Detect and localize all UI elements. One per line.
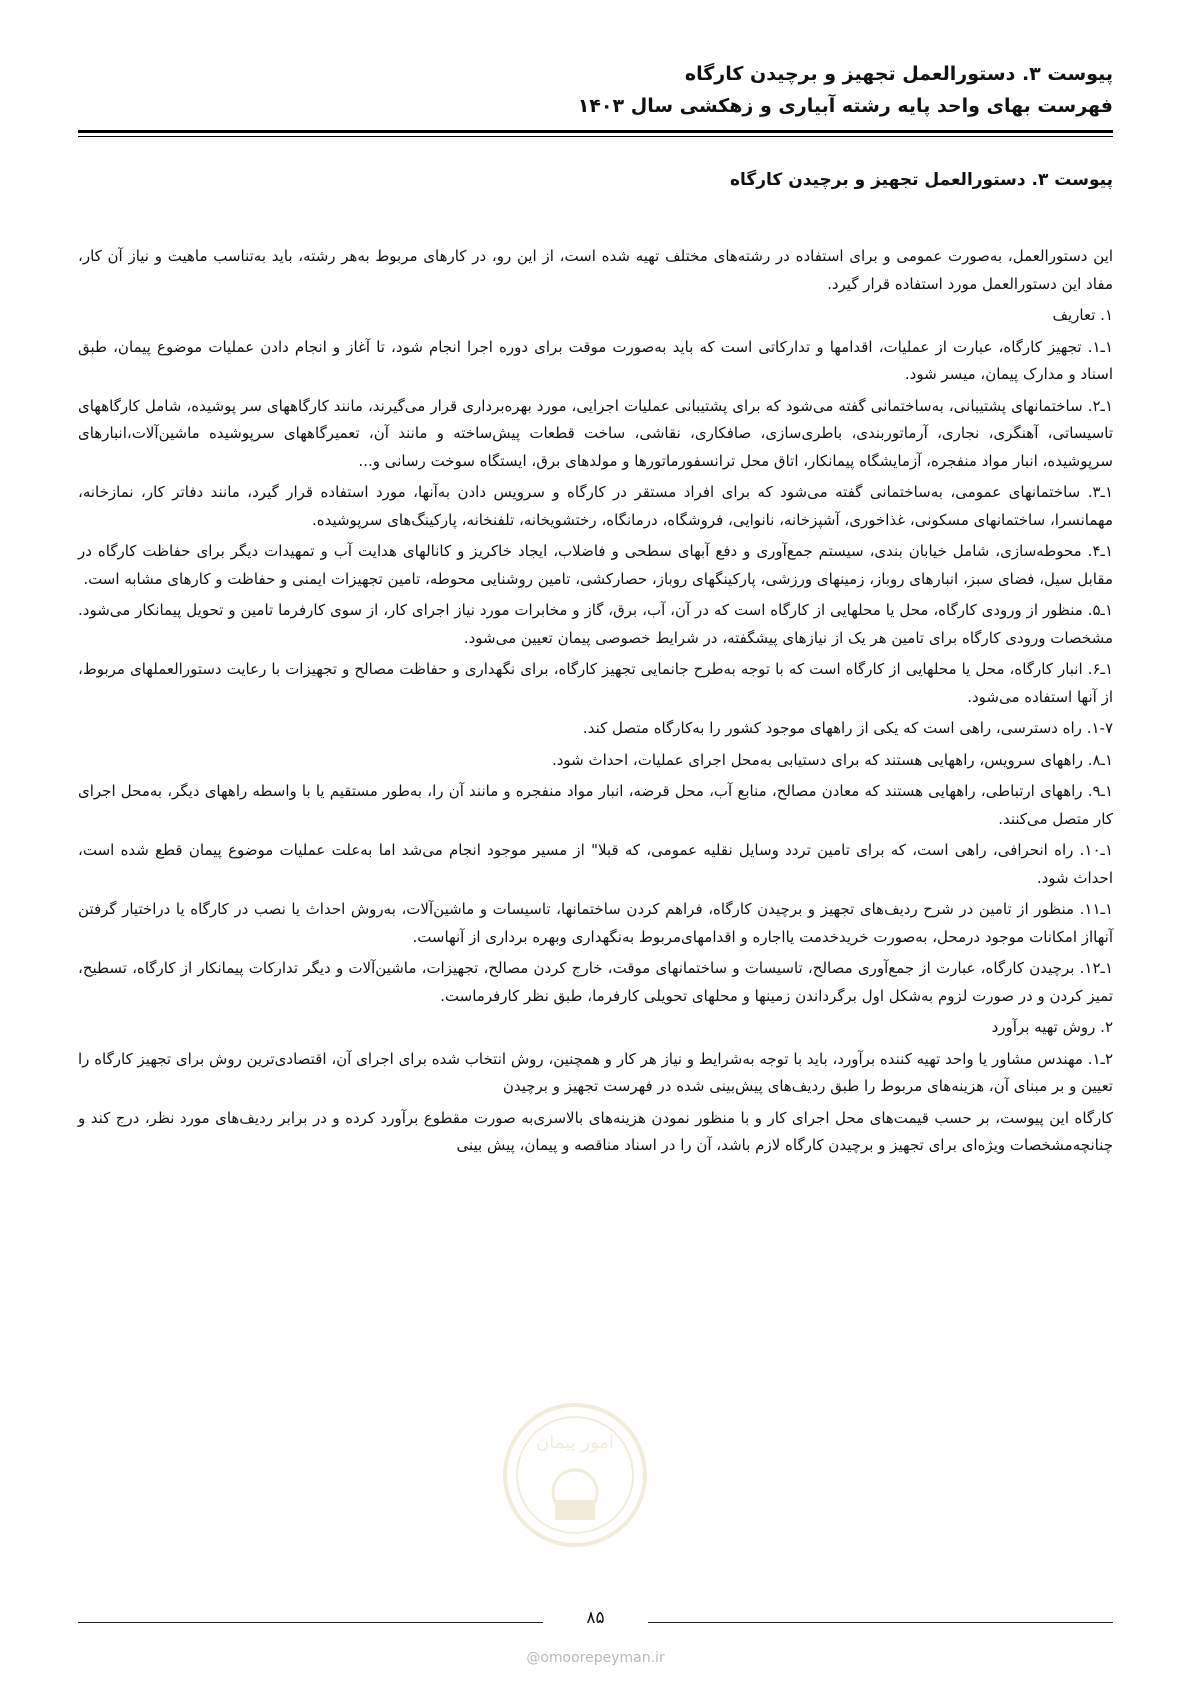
footer-watermark: @omoorepeyman.ir (526, 1650, 665, 1666)
paragraph-2-1: ۲ـ۱. مهندس مشاور یا واحد تهیه کننده برآورد، باید با توجه به‌شرایط و نیاز هر کار و همچنین، روش انتخاب شده برای اجرای آن، اقتصادی‌ترین روش برای تجهیز کارگاه را تعیین و بر مبنای آن، هزینه‌های مربوط را طبق ردیف‌های پیش‌بینی شده در فهرست تجهیز و برچیدن (78, 1049, 1113, 1095)
watermark-logo-text: امور پیمان (536, 1432, 614, 1453)
footer-rule-left (78, 1622, 543, 1623)
watermark-logo (500, 1400, 650, 1550)
paragraph-1-1: ۱ـ۱. تجهیز کارگاه، عبارت از عملیات، اقدامها و تدارکاتی است که باید به‌صورت موقت برای دوره اجرا انجام شود، تا آغاز و انجام دادن عملیات موضوع پیمان، طبق اسناد و مدارک پیمان، میسر شود. (78, 337, 1113, 383)
running-header (78, 58, 1113, 122)
paragraph-1-2: ۱ـ۲. ساختمانهای پشتیبانی، به‌ساختمانی گفته می‌شود که برای پشتیبانی عملیات اجرایی، مورد بهره‌برداری قرار می‌گیرند، مانند کارگاههای سر پوشیده، شامل کارگاههای تاسیساتی، آهنگری، نجاری، آرماتوربندی، باطری‌سازی، صافکاری، نقاشی، ساخت قطعات پیش‌ساخته و مانند آن، تعمیرگاههای سرپوشیده ماشین‌آلات،انبارهای سرپوشیده، انبار مواد منفجره، آزمایشگاه پیمانکار، اتاق محل ترانسفورماتورها و مولدهای برق، ایستگاه سوخت رسانی و... (78, 396, 1113, 470)
header-rule-thin (78, 136, 1113, 137)
section-title: پیوست ۳. دستورالعمل تجهیز و برچیدن کارگاه (729, 170, 1113, 190)
heading-estimation-method: ۲. روش تهیه برآورد (991, 1018, 1113, 1036)
header-subtitle: فهرست بهای واحد پایه رشته آبیاری و زهکشی سال ۱۴۰۳ (577, 95, 1113, 117)
paragraph-1-12: ۱ـ۱۲. برچیدن کارگاه، عبارت از جمع‌آوری مصالح، تاسیسات و ساختمانهای موقت، خارج کردن مصالح، تجهیزات، ماشین‌آلات و دیگر تدارکات پیمانکار از کارگاه، تسطیح، تمیز کردن و در صورت لزوم به‌شکل اول برگرداندن زمینها و محلهای تحویلی کارفرما، طبق نظر کارفرماست. (78, 959, 1113, 1005)
paragraph-1-5: ۱ـ۵. منظور از ورودی کارگاه، محل یا محلهایی از کارگاه است که در آن، آب، برق، گاز و مخابرات مورد نیاز اجرای کار، از سوی کارفرما تامین و تحویل پیمانکار می‌شود. مشخصات ورودی کارگاه برای تامین هر یک از نیازهای پیشگفته، در شرایط خصوصی پیمان تعیین می‌شود. (78, 601, 1113, 647)
paragraph-1-9: ۱ـ۹. راههای ارتباطی، راههایی هستند که معادن مصالح، منابع آب، محل قرضه، انبار مواد منفجره و مانند آن را، به‌طور مستقیم یا با واسطه راههای دیگر، به‌محل اجرای کار متصل می‌کنند. (78, 782, 1113, 828)
paragraph-1-11: ۱ـ۱۱. منظور از تامین در شرح ردیف‌های تجهیز و برچیدن کارگاه، فراهم کردن ساختمانها، تاسیسات و ماشین‌آلات، به‌روش احداث یا نصب در کارگاه یا دراختیار گرفتن آنهااز امکانات موجود درمحل، به‌صورت خریدخدمت یااجاره و اقدامهای‌مربوط به‌نگهداری وبهره برداری از آنهاست. (78, 900, 1113, 946)
heading-definitions: ۱. تعاریف (1052, 306, 1113, 324)
paragraph-1-3: ۱ـ۳. ساختمانهای عمومی، به‌ساختمانی گفته می‌شود که برای افراد مستقر در کارگاه و سرویس دادن به‌آنها، مورد استفاده قرار گیرد، مانند دفاتر کار، نمازخانه، مهمانسرا، ساختمانهای مسکونی، غذاخوری، آشپزخانه، نانوایی، فروشگاه، درمانگاه، رختشویخانه، تلفنخانه، پارکینگ‌های سرپوشیده. (78, 483, 1113, 529)
paragraph-2-1-continued: کارگاه این پیوست، بر حسب قیمت‌های محل اجرای کار و با منظور نمودن هزینه‌های بالاسری‌به صورت مقطوع برآورد کرده و در برابر ردیف‌های مورد نظر، درج کند و چنانچه‌مشخصات ویژه‌ای برای تجهیز و برچیدن کارگاه لازم باشد، آن را در اسناد مناقصه و پیمان، پیش بینی (78, 1108, 1113, 1154)
header-rule-thick (78, 130, 1113, 133)
page-number: ۸۵ (586, 1608, 605, 1628)
paragraph-1-7: ۱-۷. راه دسترسی، راهی است که یکی از راههای موجود کشور را به‌کارگاه متصل کند. (582, 719, 1113, 737)
footer-rule-right (648, 1622, 1113, 1623)
body-text (78, 243, 1113, 1164)
paragraph-intro: این دستورالعمل، به‌صورت عمومی و برای استفاده در رشته‌های مختلف تهیه شده است، از این رو، در کارهای مربوط به‌هر رشته، باید به‌تناسب ماهیت و نیاز آن کار، مفاد این دستورالعمل مورد استفاده قرار گیرد. (78, 247, 1113, 293)
paragraph-1-6: ۱ـ۶. انبار کارگاه، محل یا محلهایی از کارگاه است که با توجه به‌طرح جانمایی تجهیز کارگاه، برای نگهداری و حفاظت مصالح و تجهیزات با رعایت دستورالعملهای مربوط، از آنها استفاده می‌شود. (78, 660, 1113, 706)
paragraph-1-4: ۱ـ۴. محوطه‌سازی، شامل خیابان بندی، سیستم جمع‌آوری و دفع آبهای سطحی و فاضلاب، ایجاد خاکریز و کانالهای هدایت آب و تمهیدات دیگر برای حفاظت کارگاه در مقابل سیل، فضای سبز، انبارهای روباز، زمینهای ورزشی، پارکینگهای روباز، حصارکشی، تامین روشنایی محوطه، تامین تجهیزات ایمنی و حفاظت و کارهای مشابه است. (78, 542, 1113, 588)
header-title: پیوست ۳. دستورالعمل تجهیز و برچیدن کارگاه (684, 63, 1113, 85)
paragraph-1-8: ۱ـ۸. راههای سرویس، راههایی هستند که برای دستیابی به‌محل اجرای عملیات، احداث شود. (551, 750, 1113, 769)
paragraph-1-10: ۱ـ۱۰. راه انحرافی، راهی است، که برای تامین تردد وسایل نقلیه عمومی، که قبلا" از مسیر موجود انجام می‌شد اما به‌علت عملیات موضوع پیمان قطع شده است، احداث شود. (78, 841, 1113, 887)
